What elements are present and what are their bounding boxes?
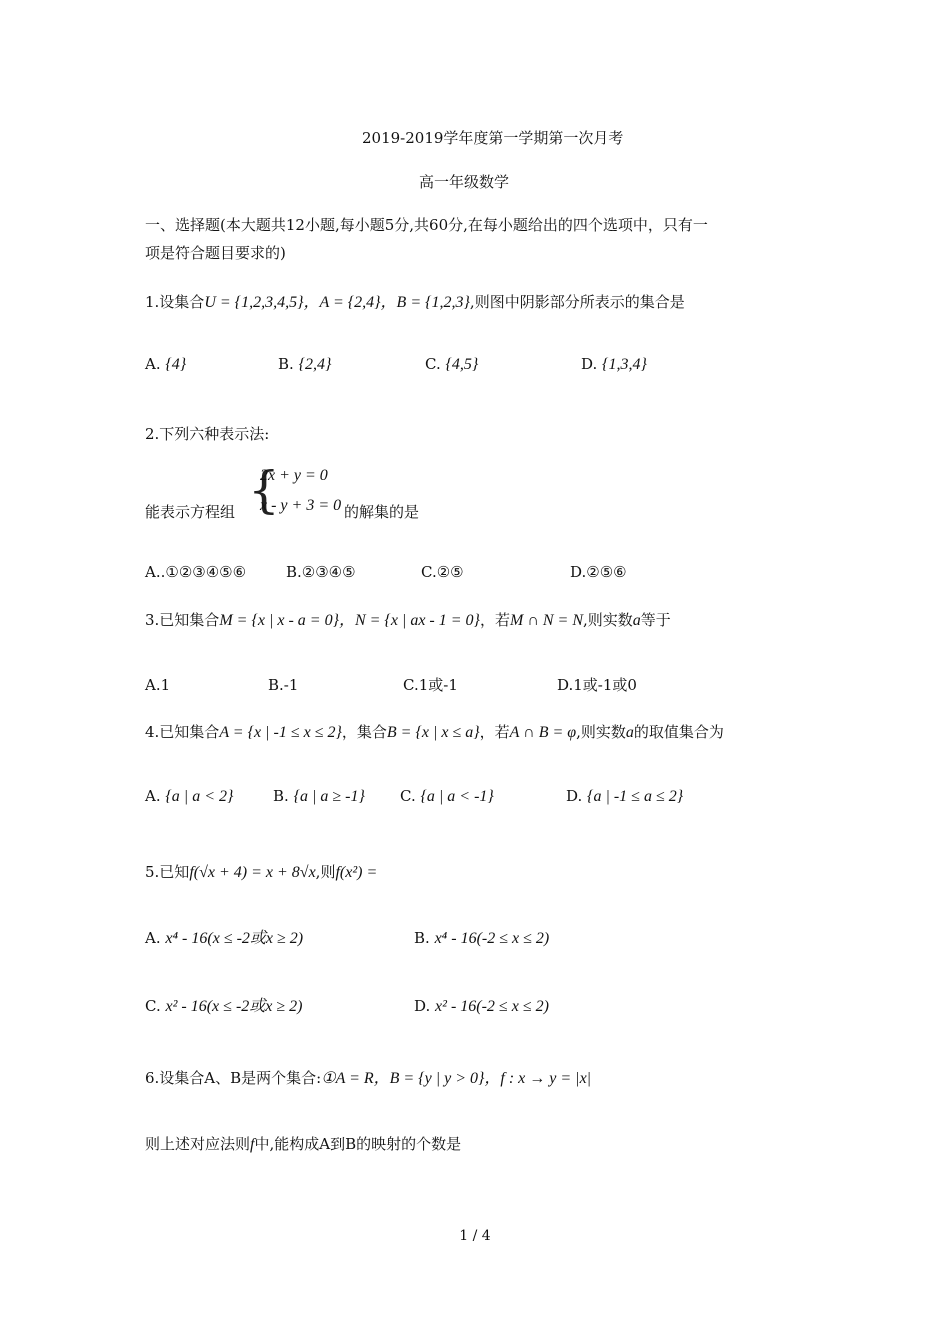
- q5-option-b-label: B.: [414, 929, 430, 947]
- q6-line2-suffix: 中,能构成A到B的映射的个数是: [254, 1135, 462, 1153]
- q1-prefix: 1.设集合: [145, 293, 205, 311]
- q4-option-a-label: A.: [145, 787, 161, 805]
- q5-option-a-value: x⁴ - 16(x ≤ -2或x ≥ 2): [165, 930, 304, 947]
- q4-var: a: [625, 724, 634, 741]
- page-number: 1 / 4: [459, 1228, 491, 1244]
- q5-option-c-value: x² - 16(x ≤ -2或x ≥ 2): [165, 998, 303, 1015]
- q3-option-b: B.-1: [268, 676, 299, 694]
- q5-option-b: [414, 928, 549, 949]
- q4-option-b-value: {a | a ≥ -1}: [293, 788, 365, 805]
- q4-option-a-value: {a | a < 2}: [165, 788, 234, 805]
- q4-suffix: 的取值集合为: [633, 723, 724, 741]
- q6-prefix: 6.设集合A、B是两个集合:: [145, 1069, 322, 1087]
- q5-prefix: 5.已知: [145, 863, 190, 881]
- q1-option-c-label: C.: [425, 355, 441, 373]
- q1-option-d-value: {1,3,4}: [602, 356, 647, 373]
- q1-math: U = {1,2,3,4,5}，A = {2,4}，B = {1,2,3}: [204, 294, 470, 311]
- q2-option-d: D.②⑤⑥: [570, 563, 627, 581]
- page-title: 2019-2019学年度第一学期第一次月考: [362, 129, 624, 147]
- q2-option-a: A..①②③④⑤⑥: [145, 563, 247, 581]
- left-brace: {: [248, 461, 280, 519]
- q4-option-d-value: {a | -1 ≤ a ≤ 2}: [587, 788, 684, 805]
- q3-suffix: 等于: [640, 611, 671, 629]
- equation-1: 2x + y = 0: [260, 467, 328, 484]
- q1-option-a-label: A.: [145, 355, 161, 373]
- q4-math2: B = {x | x ≤ a}: [386, 724, 480, 741]
- q1-option-a: [145, 354, 186, 375]
- q5-option-b-value: x⁴ - 16(-2 ≤ x ≤ 2): [434, 930, 550, 947]
- q1-option-b-label: B.: [278, 355, 294, 373]
- q3-option-d: D.1或-1或0: [557, 676, 637, 694]
- q4-option-b: [273, 786, 365, 807]
- q3-option-a: A.1: [145, 676, 171, 694]
- section-header-line1: 一、选择题(本大题共12小题,每小题5分,共60分,在每小题给出的四个选项中，只有一: [145, 216, 708, 234]
- q1-option-a-value: {4}: [165, 356, 187, 373]
- question-6-line2: [145, 1134, 461, 1155]
- q5-option-d-label: D.: [414, 997, 431, 1015]
- q3-var: a: [632, 612, 641, 629]
- q5-mid: ,则: [315, 863, 336, 881]
- q3-math1: M = {x | x - a = 0}，N = {x | ax - 1 = 0}: [219, 612, 480, 629]
- q1-option-b: [278, 354, 331, 375]
- q4-option-d-label: D.: [566, 787, 583, 805]
- q2-prefix: 能表示方程组: [145, 503, 236, 521]
- equation-system: [248, 461, 348, 524]
- q1-option-c: [425, 354, 478, 375]
- q3-math2: M ∩ N = N: [509, 612, 584, 629]
- q2-option-b: B.②③④⑤: [286, 563, 356, 581]
- q5-option-d-value: x² - 16(-2 ≤ x ≤ 2): [435, 998, 549, 1015]
- question-5: [145, 862, 377, 883]
- q4-option-b-label: B.: [273, 787, 289, 805]
- q4-mid2: ，若: [479, 723, 510, 741]
- question-6: [145, 1068, 591, 1089]
- q4-option-c: [400, 786, 494, 807]
- q5-option-a: [145, 928, 303, 949]
- q1-option-c-value: {4,5}: [445, 356, 479, 373]
- q5-option-d: [414, 996, 549, 1017]
- question-2-stem: 2.下列六种表示法:: [145, 425, 270, 443]
- q1-option-d-label: D.: [581, 355, 598, 373]
- q3-option-c: C.1或-1: [403, 676, 458, 694]
- q6-line2-prefix: 则上述对应法则: [145, 1135, 251, 1153]
- q3-mid: ，若: [479, 611, 510, 629]
- question-1: [145, 292, 685, 313]
- q5-math2: f(x²) =: [335, 864, 378, 881]
- q3-prefix: 3.已知集合: [145, 611, 220, 629]
- q4-math3: A ∩ B = φ: [509, 724, 577, 741]
- q5-math1: f(√x + 4) = x + 8√x: [189, 864, 316, 881]
- q6-math: ①A = R，B = {y | y > 0}，f : x → y = |x|: [321, 1070, 592, 1087]
- q2-suffix: 的解集的是: [344, 503, 420, 521]
- q4-prefix: 4.已知集合: [145, 723, 220, 741]
- q6-var: f: [250, 1136, 255, 1153]
- q4-math1: A = {x | -1 ≤ x ≤ 2}: [219, 724, 342, 741]
- q5-option-a-label: A.: [145, 929, 161, 947]
- q4-option-a: [145, 786, 233, 807]
- q4-mid3: ,则实数: [576, 723, 626, 741]
- q4-option-d: [566, 786, 683, 807]
- q4-option-c-value: {a | a < -1}: [420, 788, 494, 805]
- q1-option-d: [581, 354, 647, 375]
- q1-suffix: ,则图中阴影部分所表示的集合是: [469, 293, 685, 311]
- question-4: [145, 722, 724, 743]
- equation-2: x - y + 3 = 0: [260, 497, 342, 514]
- question-3: [145, 610, 671, 631]
- section-header-line2: 项是符合题目要求的): [145, 244, 286, 262]
- q5-option-c: [145, 996, 302, 1017]
- q2-option-c: C.②⑤: [421, 563, 464, 581]
- q1-option-b-value: {2,4}: [298, 356, 332, 373]
- q4-mid1: ，集合: [341, 723, 387, 741]
- page-subtitle: 高一年级数学: [419, 173, 510, 191]
- q3-mid2: ,则实数: [583, 611, 633, 629]
- q4-option-c-label: C.: [400, 787, 416, 805]
- q5-option-c-label: C.: [145, 997, 161, 1015]
